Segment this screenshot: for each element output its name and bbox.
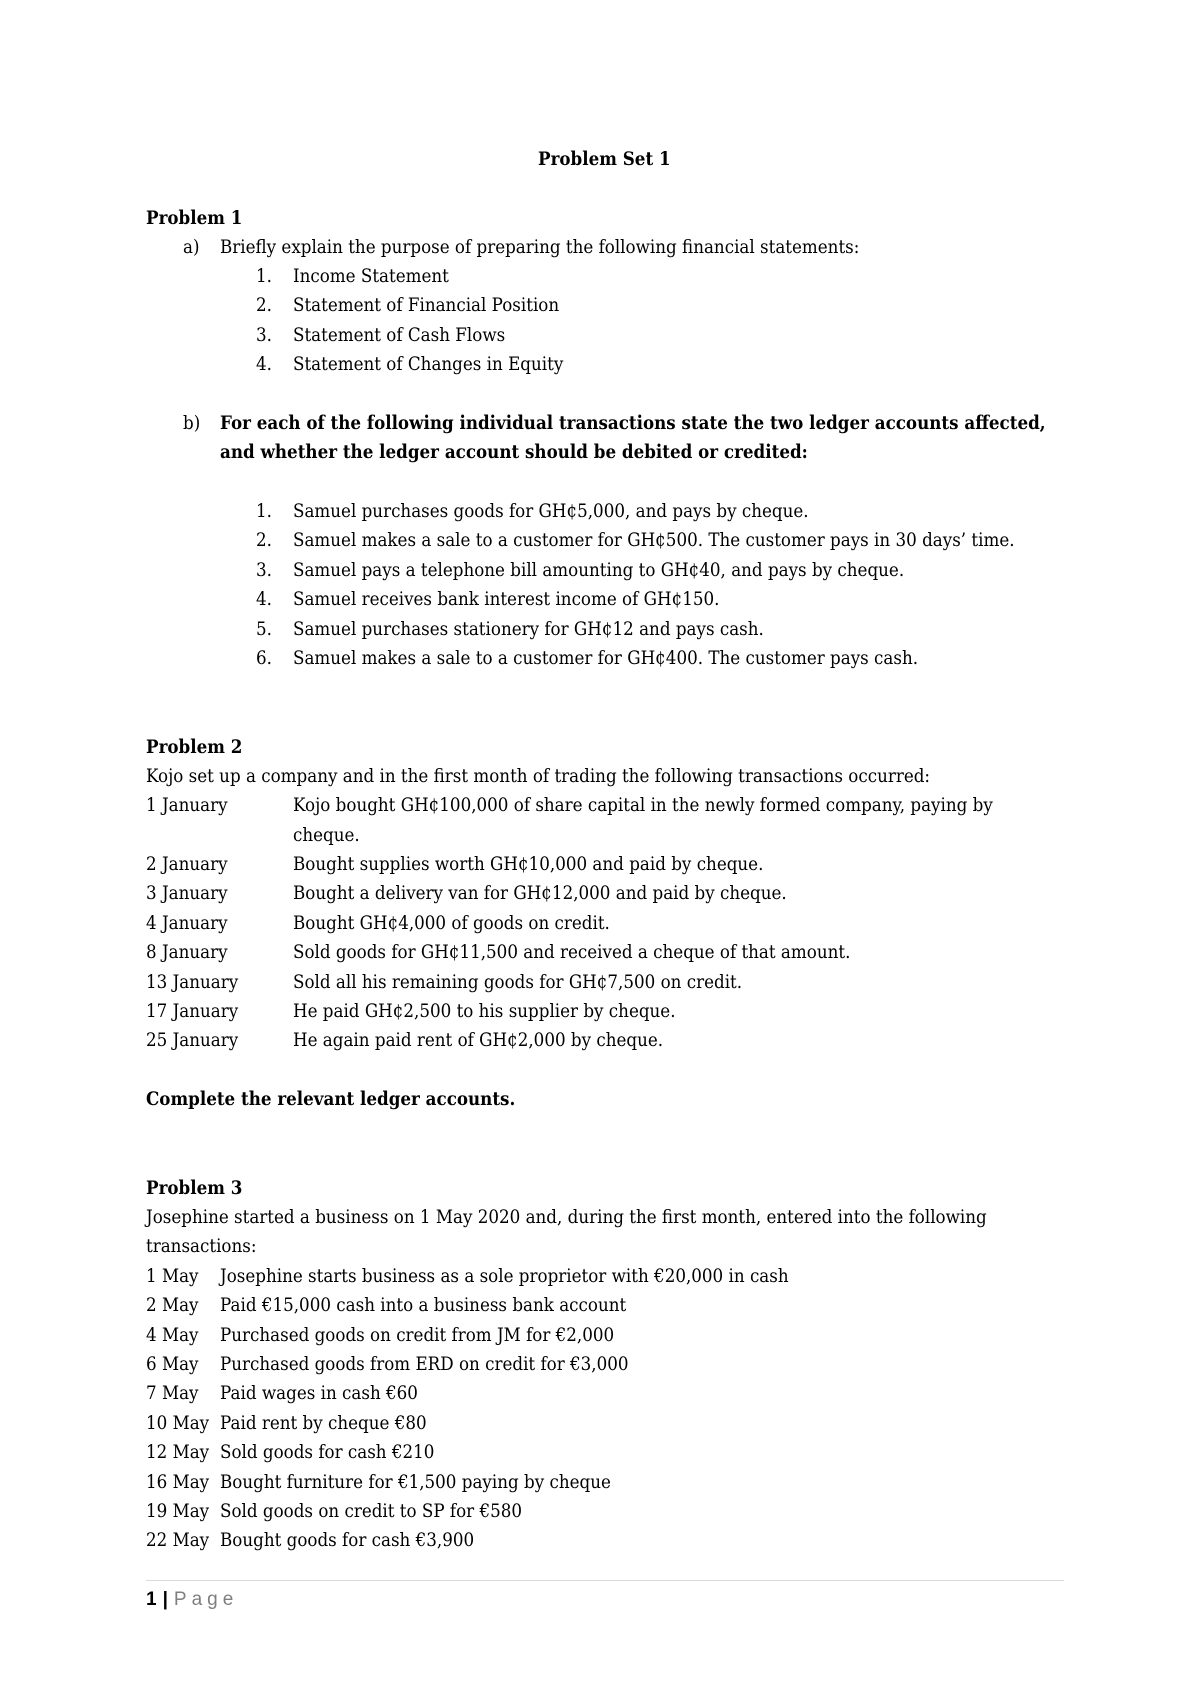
page-separator: | xyxy=(162,1589,168,1610)
transaction-date: 8 January xyxy=(146,941,228,963)
part-a-text: Briefly explain the purpose of preparing the following financial statements: xyxy=(220,236,860,258)
list-item: Samuel makes a sale to a customer for GH¢500. The customer pays in 30 days’ time. xyxy=(293,529,1015,551)
list-number: 6. xyxy=(256,647,272,669)
transaction-date: 4 May xyxy=(146,1324,199,1346)
transaction-date: 13 January xyxy=(146,971,239,993)
problem-2-heading: Problem 2 xyxy=(146,736,243,758)
transaction-text: Kojo bought GH¢100,000 of share capital in the newly formed company, paying by xyxy=(293,794,993,816)
part-b-marker: b) xyxy=(183,412,201,434)
transaction-text: Sold goods for GH¢11,500 and received a cheque of that amount. xyxy=(293,941,851,963)
page-footer xyxy=(146,1589,238,1611)
part-a-marker: a) xyxy=(183,236,200,258)
list-item: Samuel receives bank interest income of GH¢150. xyxy=(293,588,720,610)
transaction-date: 2 May xyxy=(146,1294,199,1316)
list-item: Samuel pays a telephone bill amounting to GH¢40, and pays by cheque. xyxy=(293,559,905,581)
problem-2-intro: Kojo set up a company and in the first month of trading the following transactions occurred: xyxy=(146,765,931,787)
transaction-text: Paid €15,000 cash into a business bank account xyxy=(220,1294,627,1316)
list-number: 3. xyxy=(256,559,272,581)
list-item: Samuel purchases goods for GH¢5,000, and pays by cheque. xyxy=(293,500,809,522)
list-item: Income Statement xyxy=(293,265,449,287)
transaction-text: He paid GH¢2,500 to his supplier by cheque. xyxy=(293,1000,676,1022)
transaction-text: Bought furniture for €1,500 paying by cheque xyxy=(220,1471,611,1493)
transaction-date: 7 May xyxy=(146,1382,199,1404)
list-item: Samuel purchases stationery for GH¢12 and pays cash. xyxy=(293,618,764,640)
problem-1-heading: Problem 1 xyxy=(146,207,243,229)
list-number: 5. xyxy=(256,618,272,640)
transaction-date: 3 January xyxy=(146,882,228,904)
transaction-text: Paid rent by cheque €80 xyxy=(220,1412,427,1434)
part-b-text-line-1: For each of the following individual transactions state the two ledger accounts affected, xyxy=(220,412,1046,434)
list-number: 3. xyxy=(256,324,272,346)
transaction-date: 1 January xyxy=(146,794,228,816)
transaction-text: Paid wages in cash €60 xyxy=(220,1382,418,1404)
list-number: 4. xyxy=(256,353,272,375)
transaction-text: Bought supplies worth GH¢10,000 and paid by cheque. xyxy=(293,853,764,875)
list-item: Samuel makes a sale to a customer for GH¢400. The customer pays cash. xyxy=(293,647,919,669)
transaction-text: Purchased goods from ERD on credit for €3,000 xyxy=(220,1353,629,1375)
page-label: Page xyxy=(173,1589,239,1610)
transaction-text: Sold all his remaining goods for GH¢7,500 on credit. xyxy=(293,971,743,993)
transaction-text: Josephine starts business as a sole proprietor with €20,000 in cash xyxy=(220,1265,789,1287)
transaction-text-continued: cheque. xyxy=(293,824,360,846)
list-number: 4. xyxy=(256,588,272,610)
transaction-date: 6 May xyxy=(146,1353,199,1375)
transaction-text: He again paid rent of GH¢2,000 by cheque. xyxy=(293,1029,664,1051)
transaction-date: 16 May xyxy=(146,1471,210,1493)
transaction-date: 10 May xyxy=(146,1412,210,1434)
transaction-text: Purchased goods on credit from JM for €2,000 xyxy=(220,1324,615,1346)
footer-divider xyxy=(146,1580,1064,1581)
transaction-text: Bought goods for cash €3,900 xyxy=(220,1529,475,1551)
list-item: Statement of Changes in Equity xyxy=(293,353,564,375)
transaction-date: 25 January xyxy=(146,1029,239,1051)
page-number: 1 xyxy=(146,1589,157,1610)
problem-3-intro-line-1: Josephine started a business on 1 May 2020 and, during the first month, entered into the following xyxy=(146,1206,987,1228)
transaction-date: 19 May xyxy=(146,1500,210,1522)
transaction-date: 2 January xyxy=(146,853,228,875)
transaction-text: Bought a delivery van for GH¢12,000 and paid by cheque. xyxy=(293,882,787,904)
transaction-date: 4 January xyxy=(146,912,228,934)
part-b-text-line-2: and whether the ledger account should be debited or credited: xyxy=(220,441,808,463)
list-number: 2. xyxy=(256,529,272,551)
problem-2-instruction: Complete the relevant ledger accounts. xyxy=(146,1088,516,1110)
list-item: Statement of Financial Position xyxy=(293,294,560,316)
problem-3-intro-line-2: transactions: xyxy=(146,1235,257,1257)
transaction-date: 22 May xyxy=(146,1529,210,1551)
transaction-text: Bought GH¢4,000 of goods on credit. xyxy=(293,912,610,934)
list-number: 2. xyxy=(256,294,272,316)
list-number: 1. xyxy=(256,500,272,522)
transaction-text: Sold goods for cash €210 xyxy=(220,1441,435,1463)
transaction-date: 12 May xyxy=(146,1441,210,1463)
list-item: Statement of Cash Flows xyxy=(293,324,506,346)
transaction-date: 1 May xyxy=(146,1265,199,1287)
transaction-date: 17 January xyxy=(146,1000,239,1022)
transaction-text: Sold goods on credit to SP for €580 xyxy=(220,1500,523,1522)
document-title: Problem Set 1 xyxy=(538,148,671,170)
list-number: 1. xyxy=(256,265,272,287)
problem-3-heading: Problem 3 xyxy=(146,1177,243,1199)
